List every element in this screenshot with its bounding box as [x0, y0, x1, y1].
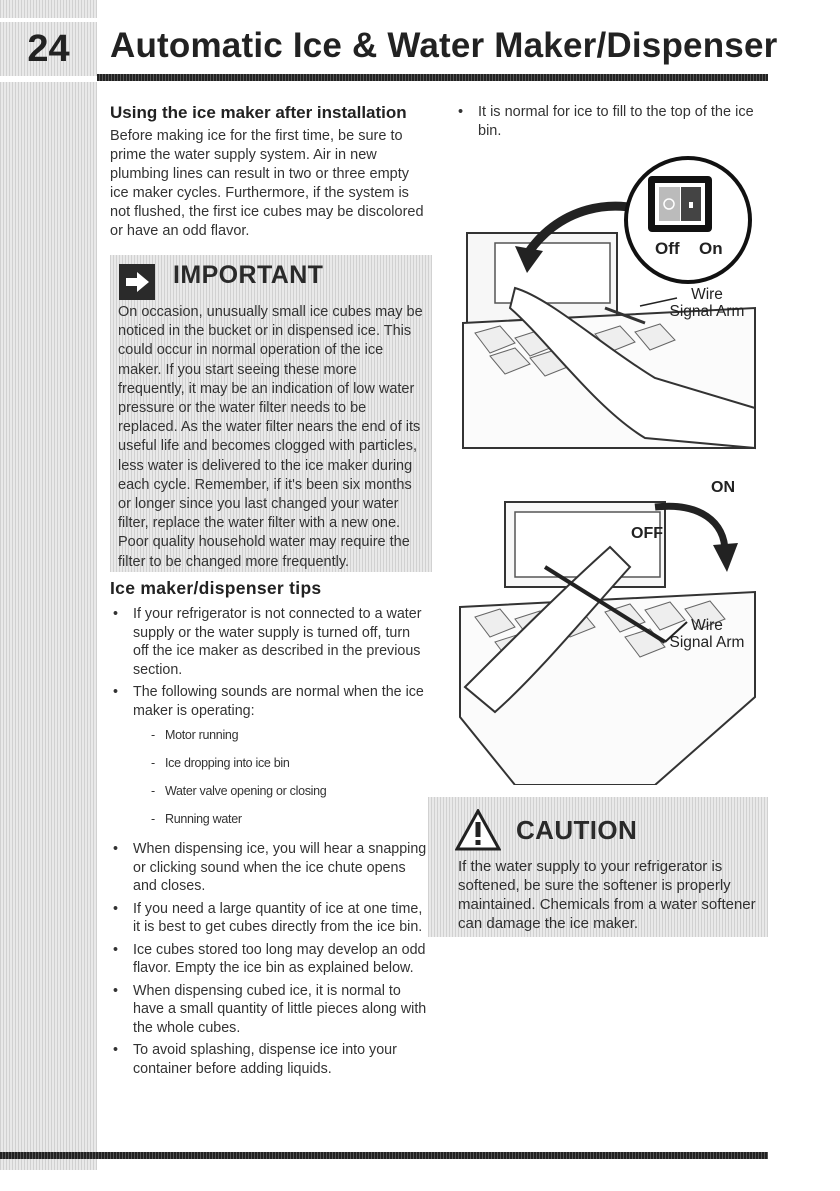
off-label: OFF	[631, 525, 663, 542]
left-column	[110, 103, 428, 1082]
right-column	[455, 103, 765, 141]
page-number: 24	[0, 22, 97, 76]
list-item: - Ice dropping into ice bin	[151, 756, 290, 770]
on-label: ON	[711, 479, 735, 496]
switch-labels	[655, 240, 723, 257]
important-heading: IMPORTANT	[173, 261, 324, 289]
warning-triangle-icon	[455, 809, 501, 856]
switch-on-label: On	[699, 239, 723, 258]
list-item: - Motor running	[151, 728, 239, 742]
sounds-list	[133, 728, 428, 827]
list-item: • When dispensing ice, you will hear a snapping or clicking sound when the ice chute opens and closes.	[113, 841, 427, 894]
important-notice	[110, 255, 432, 572]
title-divider	[97, 74, 768, 81]
tips-heading: Ice maker/dispenser tips	[110, 578, 322, 598]
important-text: On occasion, unusually small ice cubes may be noticed in the bucket or in dispensed ice. This could occur in normal operation of the ice maker. If you start seeing these more frequently, it may be an indication of low water pressure or the water filter needs to be replaced. As the water filter nears the end of its useful life and becomes clogged with particles, less water is delivered to the ice maker during each cycle. Remember, if it's been six months or longer since you last changed your water filter, replace the water filter with a new one. Poor quality household water may require the filter to be changed more frequently.	[118, 304, 423, 570]
list-item: • If your refrigerator is not connected to a water supply or the water supply is turned off, turn off the ice maker as described in the previous section.	[113, 606, 422, 678]
list-item: • If you need a large quantity of ice at one time, it is best to get cubes directly from the ice bin.	[113, 900, 423, 935]
wire-signal-arm-label-top: Wire Signal Arm	[669, 286, 745, 320]
switch-off-label: Off	[655, 239, 680, 258]
ice-bin-note: • It is normal for ice to fill to the top of the ice bin.	[458, 104, 754, 139]
page-title: Automatic Ice & Water Maker/Dispenser	[110, 26, 778, 65]
install-paragraph: Before making ice for the first time, be sure to prime the water supply system. Air in new plumbing lines can result in two or three empty ice maker cycles. Furthermore, if the system is not flushed, the first ice cubes may be discolored or have an odd flavor.	[110, 128, 424, 239]
wire-signal-arm-label-bottom: Wire Signal Arm	[669, 617, 745, 651]
arrow-right-icon	[119, 264, 155, 300]
list-item: • To avoid splashing, dispense ice into your container before adding liquids.	[113, 1042, 397, 1077]
caution-text: If the water supply to your refrigerator is softened, be sure the softener is properly maintained. Chemicals from a water softener can damage the ice maker.	[458, 858, 756, 932]
install-heading: Using the ice maker after installation	[110, 103, 407, 122]
page-side-strip	[0, 0, 97, 1170]
list-item: • The following sounds are normal when the ice maker is operating: - Motor running - Ice dropping into ice bin - Water valve opening or closing - Running water	[110, 683, 428, 827]
wire-arm-illustration	[455, 467, 763, 785]
ice-maker-switch-illustration	[455, 148, 763, 458]
list-item: • Ice cubes stored too long may develop an odd flavor. Empty the ice bin as explained below.	[113, 941, 426, 976]
tips-list	[110, 605, 428, 1078]
list-item: - Running water	[151, 812, 242, 826]
caution-heading: CAUTION	[516, 815, 638, 845]
bottom-divider	[0, 1152, 768, 1159]
list-item: • When dispensing cubed ice, it is normal to have a small quantity of little pieces along with the whole cubes.	[113, 982, 427, 1036]
caution-notice	[428, 797, 768, 937]
list-item: - Water valve opening or closing	[151, 784, 327, 798]
